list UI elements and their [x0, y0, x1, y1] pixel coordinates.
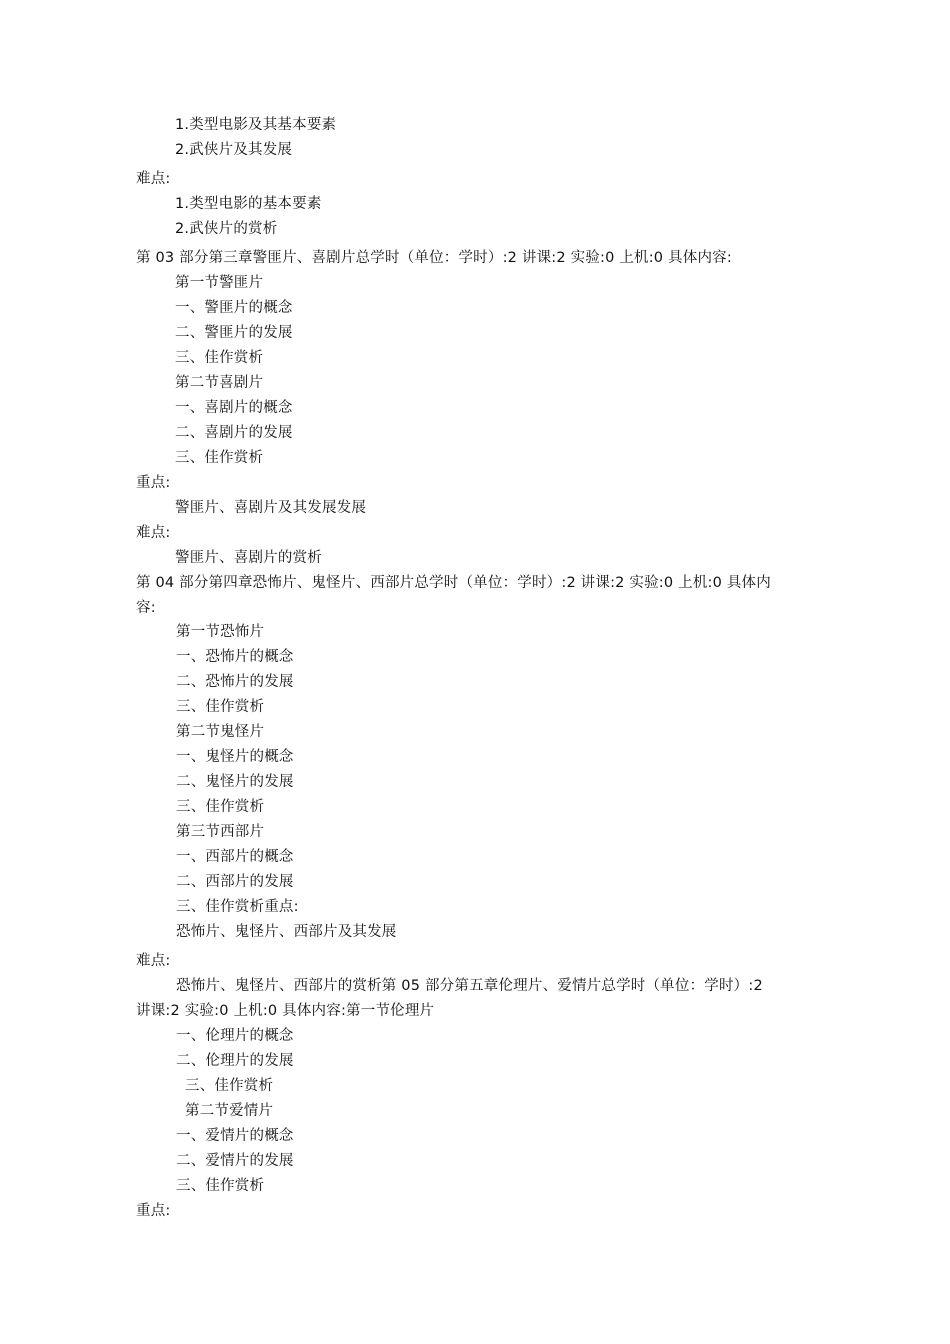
part-heading: 第 03 部分第三章警匪片、喜剧片总学时（单位：学时）:2 讲课:2 实验:0 上机:0 具体内容:	[136, 250, 732, 266]
section-label: 难点:	[136, 171, 171, 187]
text-line: 一、恐怖片的概念	[176, 649, 294, 665]
text-line: 二、爱情片的发展	[176, 1153, 294, 1169]
text-line: 1.类型电影的基本要素	[175, 196, 322, 212]
text-line: 三、佳作赏析重点:	[176, 899, 299, 915]
section-label: 难点:	[136, 525, 171, 541]
text-line: 三、佳作赏析	[176, 799, 265, 815]
section-label: 重点:	[136, 1203, 171, 1219]
text-line: 警匪片、喜剧片及其发展发展	[175, 500, 367, 516]
text-line: 一、西部片的概念	[176, 849, 294, 865]
text-line: 第一节警匪片	[175, 275, 264, 291]
section-label: 重点:	[136, 475, 171, 491]
text-line: 警匪片、喜剧片的赏析	[175, 550, 322, 566]
text-line: 2.武侠片及其发展	[175, 142, 293, 158]
text-line: 三、佳作赏析	[176, 699, 265, 715]
text-line: 三、佳作赏析	[175, 450, 264, 466]
text-line: 二、西部片的发展	[176, 874, 294, 890]
text-line: 二、伦理片的发展	[176, 1053, 294, 1069]
text-line: 一、鬼怪片的概念	[176, 749, 294, 765]
text-line: 一、警匪片的概念	[175, 300, 293, 316]
text-line: 1.类型电影及其基本要素	[175, 117, 337, 133]
text-line: 恐怖片、鬼怪片、西部片的赏析第 05 部分第五章伦理片、爱情片总学时（单位：学时）:2	[176, 978, 763, 994]
text-line: 第二节喜剧片	[175, 375, 264, 391]
text-line: 二、鬼怪片的发展	[176, 774, 294, 790]
text-line: 三、佳作赏析	[176, 1178, 265, 1194]
text-line: 三、佳作赏析	[175, 350, 264, 366]
part-heading: 第 04 部分第四章恐怖片、鬼怪片、西部片总学时（单位：学时）:2 讲课:2 实验:0 上机:0 具体内	[136, 575, 771, 591]
text-line: 二、喜剧片的发展	[175, 425, 293, 441]
text-line: 一、喜剧片的概念	[175, 400, 293, 416]
text-line: 二、警匪片的发展	[175, 325, 293, 341]
text-line: 第二节鬼怪片	[176, 724, 265, 740]
text-line-cont: 讲课:2 实验:0 上机:0 具体内容:第一节伦理片	[136, 1003, 435, 1019]
text-line: 第一节恐怖片	[176, 624, 265, 640]
text-line: 三、佳作赏析	[185, 1078, 274, 1094]
text-line: 一、伦理片的概念	[176, 1028, 294, 1044]
text-line: 2.武侠片的赏析	[175, 221, 278, 237]
text-line: 第三节西部片	[176, 824, 265, 840]
text-line: 第二节爱情片	[185, 1103, 274, 1119]
text-line: 二、恐怖片的发展	[176, 674, 294, 690]
text-line: 一、爱情片的概念	[176, 1128, 294, 1144]
text-line: 恐怖片、鬼怪片、西部片及其发展	[176, 924, 397, 940]
section-label: 难点:	[136, 953, 171, 969]
part-heading-cont: 容:	[136, 600, 156, 616]
